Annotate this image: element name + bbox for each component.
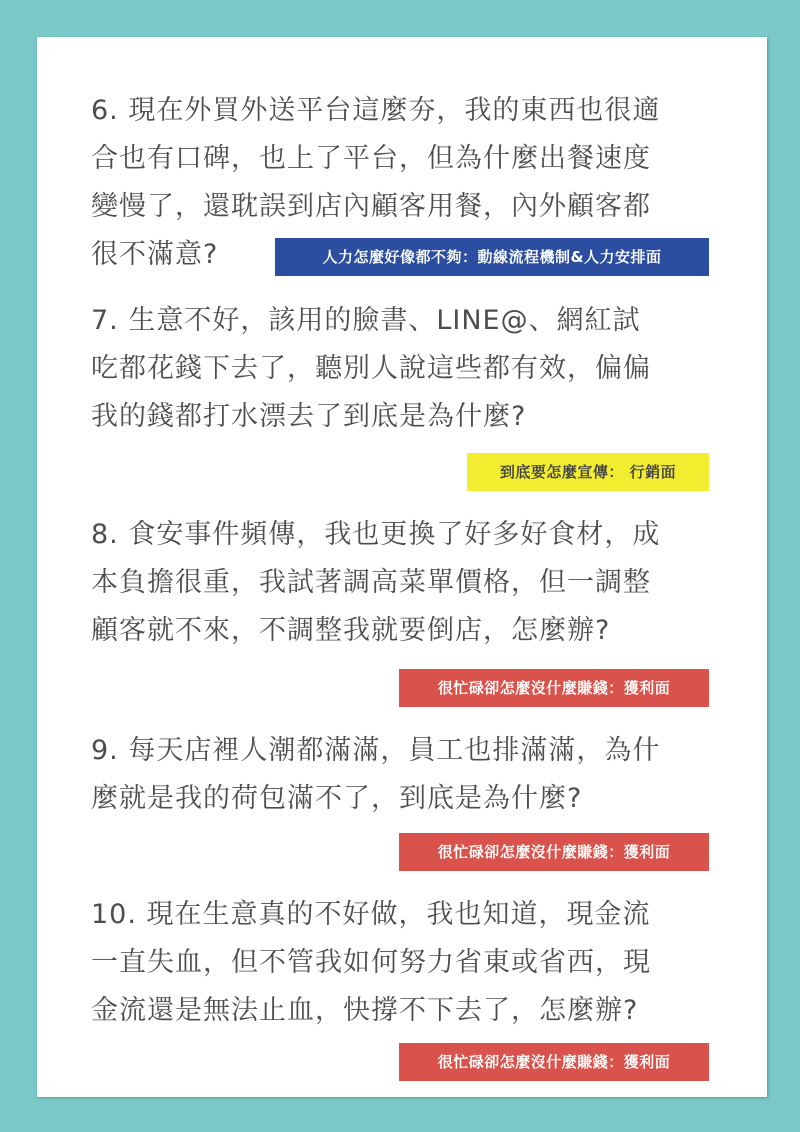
category-tag-marketing: 到底要怎麼宣傳： 行銷面 [467,453,709,491]
category-tag-profit: 很忙碌卻怎麼沒什麼賺錢：獲利面 [399,1043,709,1081]
question-line: 9. 每天店裡人潮都滿滿，員工也排滿滿，為什 [91,735,661,766]
question-line: 吃都花錢下去了，聽別人說這些都有效，偏偏 [91,353,651,384]
question-8 [91,511,721,655]
question-line: 8. 食安事件頻傳，我也更換了好多好食材，成 [91,519,661,550]
question-line: 合也有口碑，也上了平台，但為什麼出餐速度 [91,143,651,174]
question-9 [91,727,721,823]
question-line: 很不滿意? [91,239,219,270]
category-tag-staffing: 人力怎麼好像都不夠：動線流程機制&人力安排面 [275,238,709,276]
category-tag-profit: 很忙碌卻怎麼沒什麼賺錢：獲利面 [399,669,709,707]
question-line: 變慢了，還耽誤到店內顧客用餐，內外顧客都 [91,191,651,222]
question-line: 麼就是我的荷包滿不了，到底是為什麼? [91,783,583,814]
question-line: 6. 現在外買外送平台這麼夯，我的東西也很適 [91,95,661,126]
category-tag-profit: 很忙碌卻怎麼沒什麼賺錢：獲利面 [399,833,709,871]
question-line: 一直失血，但不管我如何努力省東或省西，現 [91,947,651,978]
content-card [37,37,767,1097]
question-line: 7. 生意不好，該用的臉書、LINE@、網紅試 [91,305,641,336]
question-7 [91,297,721,441]
question-line: 本負擔很重，我試著調高菜單價格，但一調整 [91,567,651,598]
question-10 [91,891,721,1035]
question-line: 顧客就不來，不調整我就要倒店，怎麼辦? [91,615,611,646]
question-line: 10. 現在生意真的不好做，我也知道，現金流 [91,899,651,930]
question-line: 金流還是無法止血，快撐不下去了，怎麼辦? [91,995,639,1026]
question-line: 我的錢都打水漂去了到底是為什麼? [91,401,527,432]
